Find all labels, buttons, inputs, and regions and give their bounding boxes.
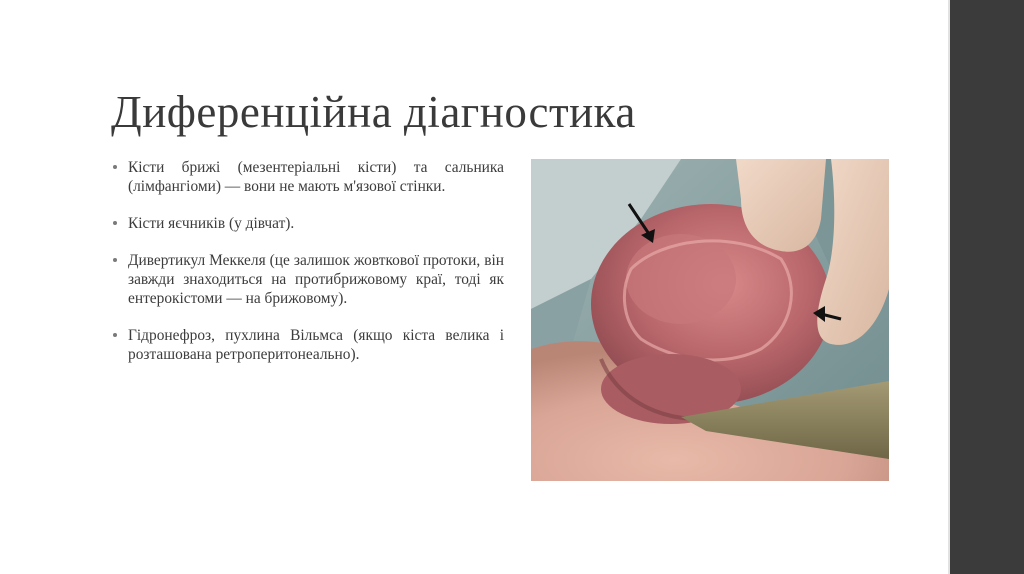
surgical-photo <box>531 159 889 481</box>
bullet-text: Кісти яєчників (у дівчат). <box>128 215 295 232</box>
bullet-text: Кісти брижі (мезентеріальні кісти) та сальника (лімфангіоми) — вони не мають м'язової стінки. <box>128 159 504 195</box>
bullet-dot-icon <box>113 333 117 337</box>
surgical-photo-illustration <box>531 159 889 481</box>
bullet-text: Дивертикул Меккеля (це залишок жовткової протоки, він завжди знаходиться на протибрижовому краї, тоді як ентерокістоми — на брижовому). <box>128 252 504 307</box>
side-bar <box>950 0 1024 574</box>
bullet-text: Гідронефроз, пухлина Вільмса (якщо кіста велика і розташована ретроперитонеально). <box>128 327 504 363</box>
bullet-item <box>112 214 504 233</box>
bullet-list <box>112 158 504 382</box>
slide-title: Диференційна діагностика <box>111 87 636 137</box>
bullet-dot-icon <box>113 258 117 262</box>
bullet-item <box>112 158 504 196</box>
bullet-item <box>112 251 504 308</box>
bullet-dot-icon <box>113 165 117 169</box>
bullet-item <box>112 326 504 364</box>
bullet-dot-icon <box>113 221 117 225</box>
